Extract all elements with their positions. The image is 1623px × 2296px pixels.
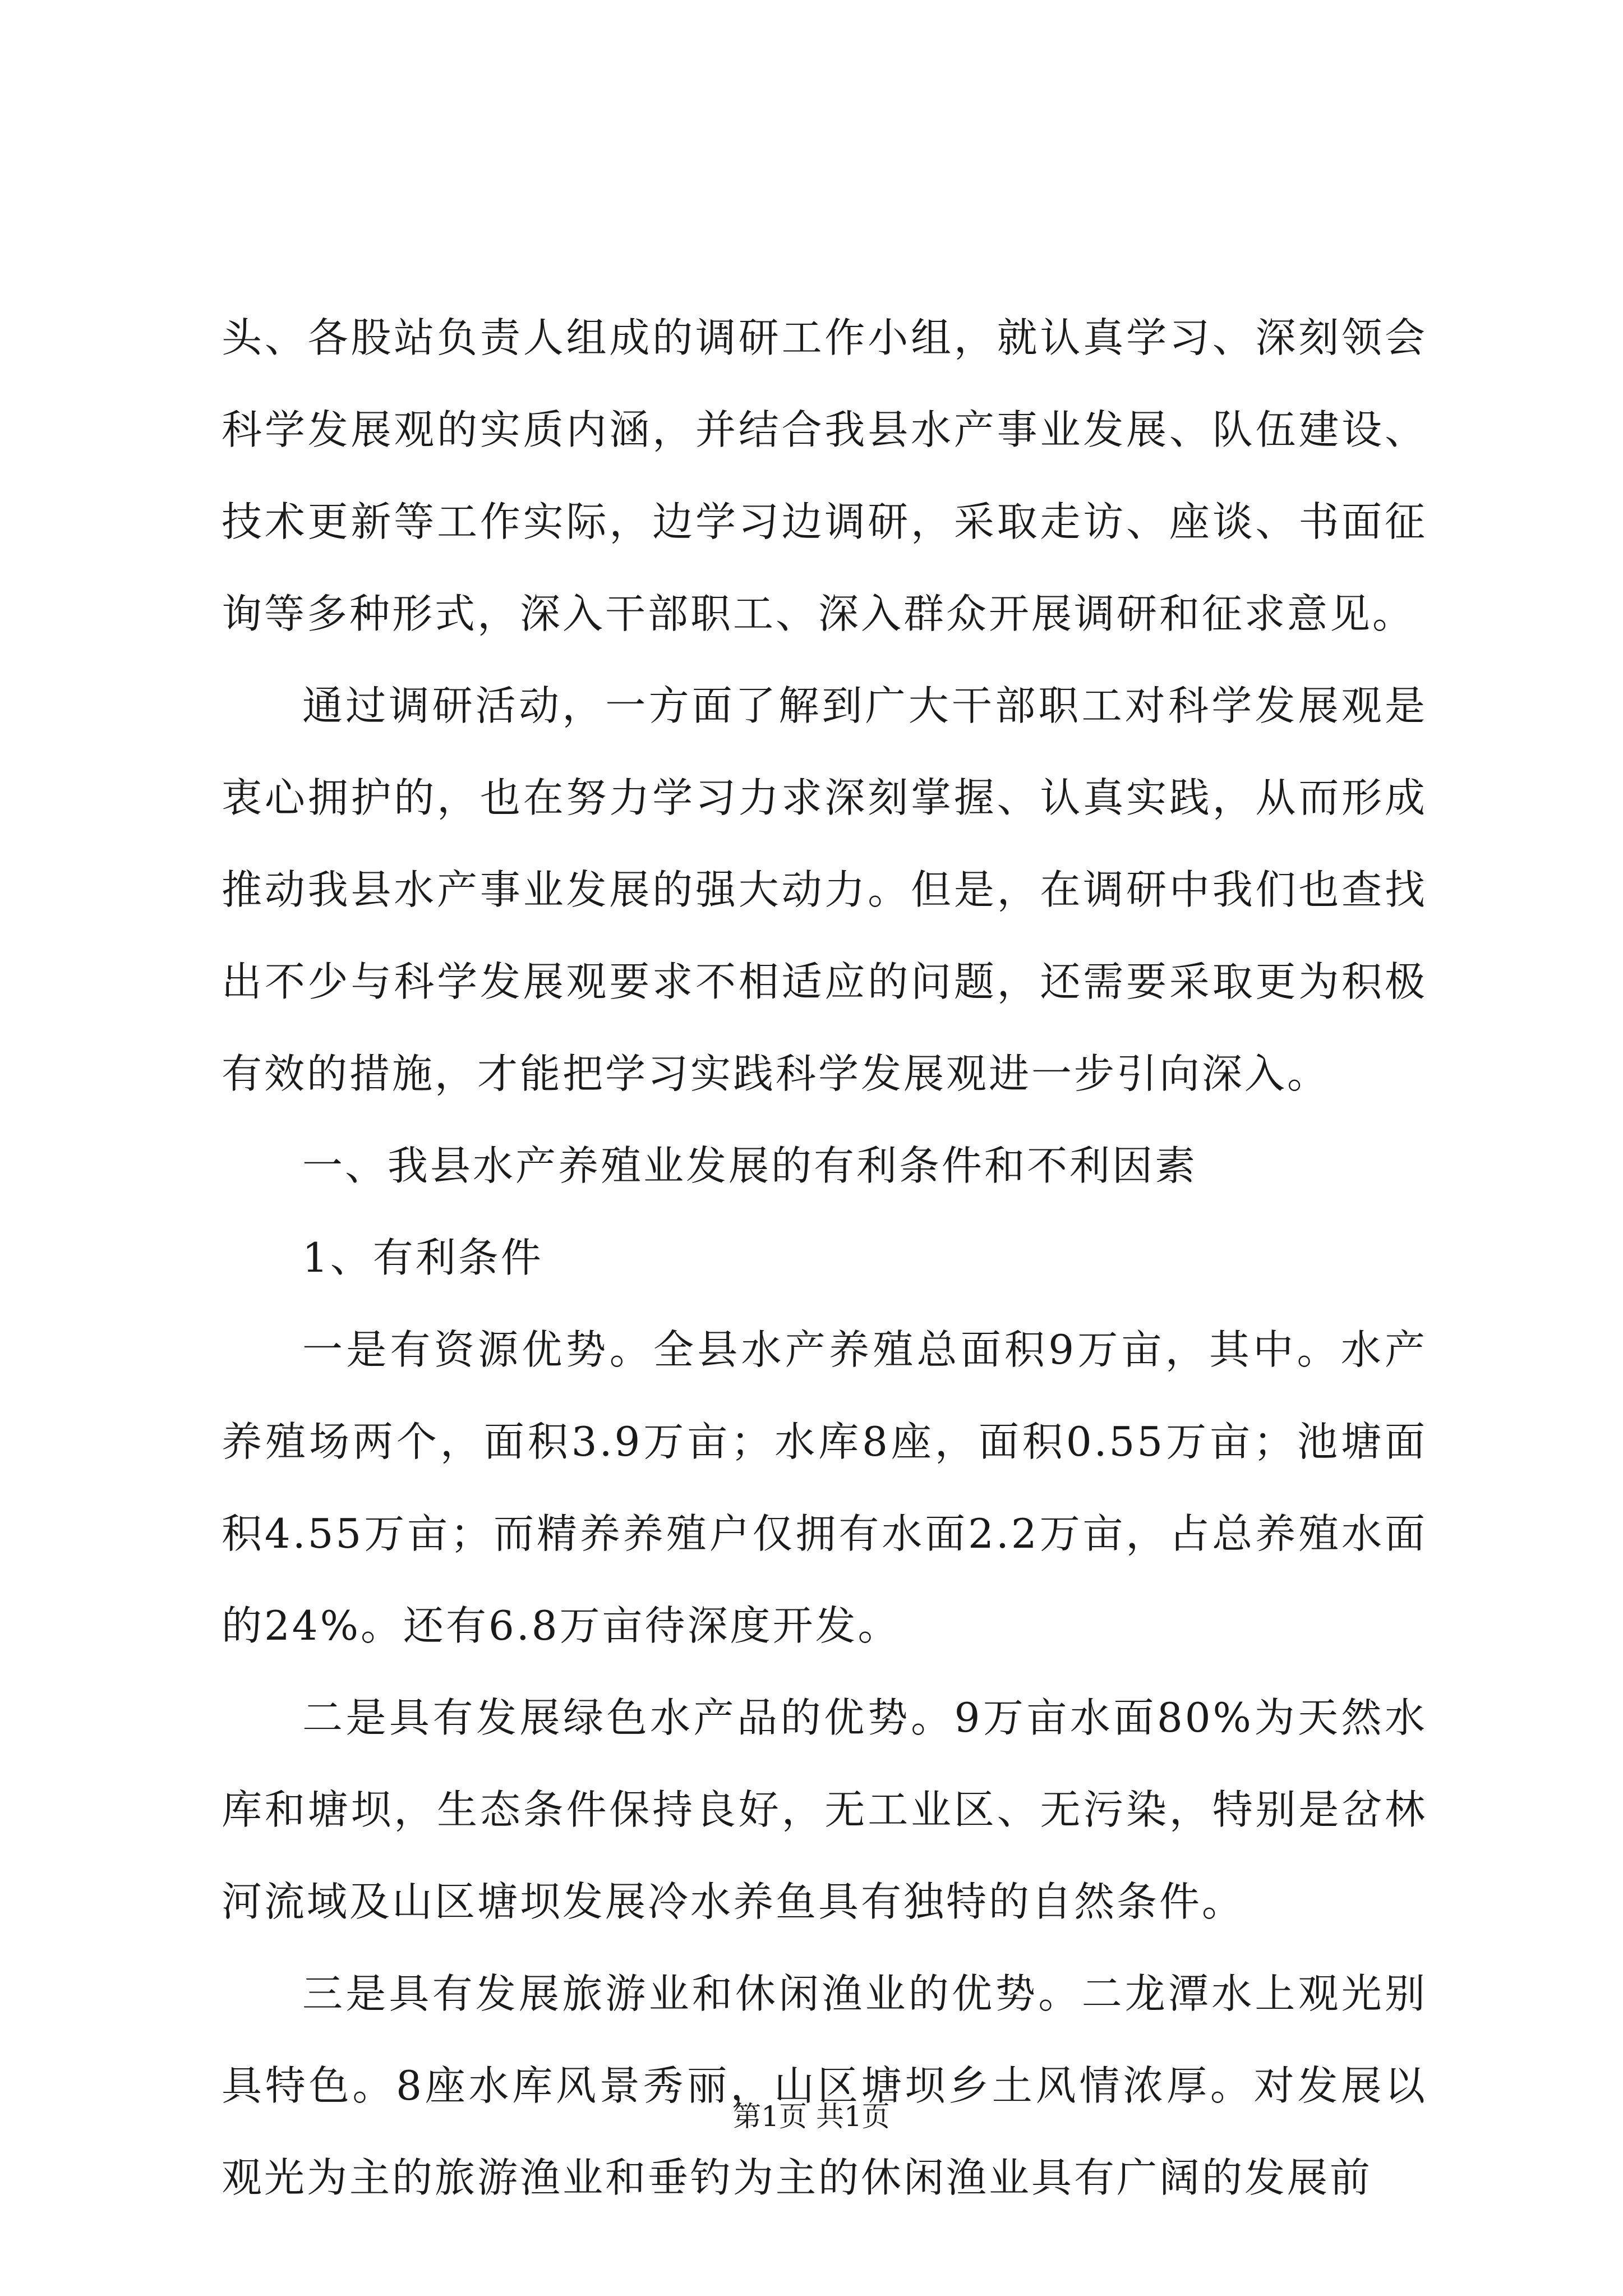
subsection-heading: 1、有利条件 [302,1234,543,1281]
paragraph-2: 通过调研活动，一方面了解到广大干部职工对科学发展观是衷心拥护的，也在努力学习力求深刻掌握、认真实践，从而形成推动我县水产事业发展的强大动力。但是，在调研中我们也查找出不少与科学发展观要求不相适应的问题，还需要采取更为积极有效的措施，才能把学习实践科学发展观进一步引向深入。 [222,682,1427,1097]
document-body [222,292,1427,2224]
page-footer [0,2097,1623,2136]
paragraph-green-product-advantage: 二是具有发展绿色水产品的优势。9万亩水面80%为天然水库和塘坝，生态条件保持良好，无工业区、无污染，特别是岔林河流域及山区塘坝发展冷水养鱼具有独特的自然条件。 [222,1694,1427,1925]
page-number-label: 第1页 共1页 [733,2100,890,2133]
paragraph-1: 头、各股站负责人组成的调研工作小组，就认真学习、深刻领会科学发展观的实质内涵，并结合我县水产事业发展、队伍建设、技术更新等工作实际，边学习边调研，采取走访、座谈、书面征询等多种形式，深入干部职工、深入群众开展调研和征求意见。 [222,314,1427,637]
paragraph-tourism-advantage: 三是具有发展旅游业和休闲渔业的优势。二龙潭水上观光别具特色。8座水库风景秀丽，山区塘坝乡土风情浓厚。对发展以观光为主的旅游渔业和垂钓为主的休闲渔业具有广阔的发展前 [222,1970,1427,2201]
paragraph-resource-advantage: 一是有资源优势。全县水产养殖总面积9万亩，其中。水产养殖场两个，面积3.9万亩；水库8座，面积0.55万亩；池塘面积4.55万亩；而精养养殖户仅拥有水面2.2万亩，占总养殖水面的24%。还有6.8万亩待深度开发。 [222,1326,1427,1649]
section-heading: 一、我县水产养殖业发展的有利条件和不利因素 [302,1142,1198,1189]
